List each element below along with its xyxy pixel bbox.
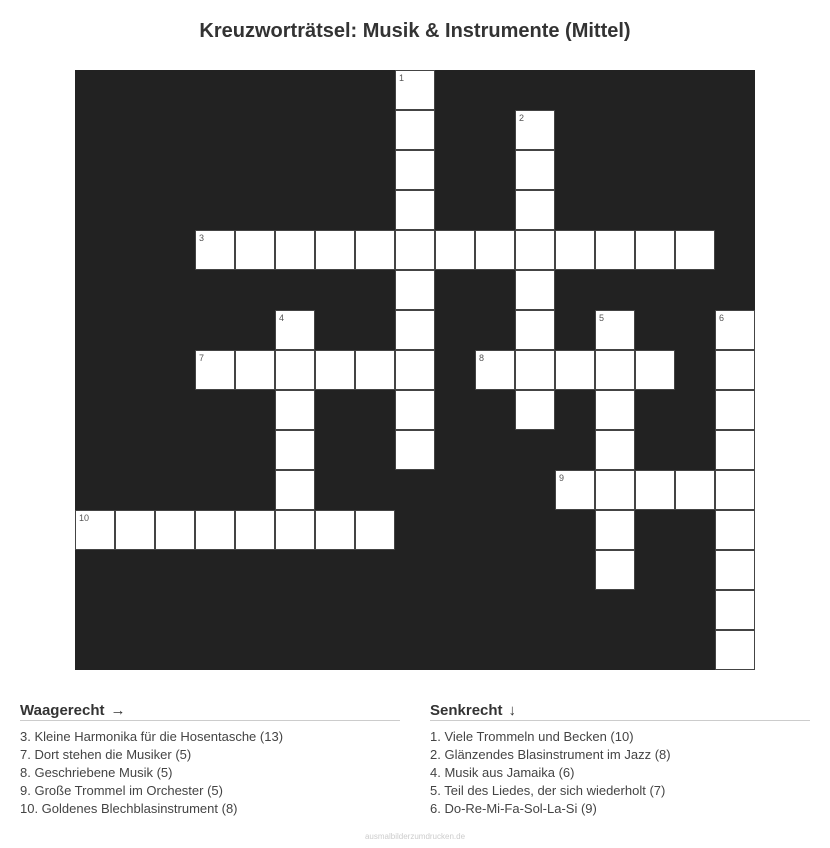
crossword-cell[interactable]	[555, 350, 595, 390]
crossword-cell[interactable]	[275, 310, 315, 350]
crossword-cell[interactable]	[595, 470, 635, 510]
crossword-cell[interactable]	[395, 190, 435, 230]
crossword-cell[interactable]	[395, 310, 435, 350]
crossword-cell[interactable]	[515, 230, 555, 270]
arrow-down-icon: ↓	[508, 702, 517, 719]
crossword-cell[interactable]	[515, 190, 555, 230]
crossword-cell[interactable]	[195, 510, 235, 550]
crossword-cell[interactable]	[515, 270, 555, 310]
crossword-cell[interactable]	[715, 350, 755, 390]
crossword-cell[interactable]	[635, 230, 675, 270]
crossword-cell[interactable]	[275, 430, 315, 470]
crossword-cell[interactable]	[155, 510, 195, 550]
crossword-cell[interactable]	[515, 310, 555, 350]
crossword-cell[interactable]	[715, 630, 755, 670]
crossword-cell[interactable]	[595, 230, 635, 270]
crossword-cell[interactable]	[195, 230, 235, 270]
crossword-cell[interactable]	[395, 430, 435, 470]
crossword-cell[interactable]	[315, 510, 355, 550]
crossword-cell[interactable]	[515, 150, 555, 190]
crossword-cell[interactable]	[675, 230, 715, 270]
crossword-cell[interactable]	[715, 550, 755, 590]
crossword-cell[interactable]	[195, 350, 235, 390]
crossword-cell[interactable]	[355, 230, 395, 270]
crossword-cell[interactable]	[355, 350, 395, 390]
crossword-cell[interactable]	[315, 230, 355, 270]
clue-across-7: 7. Dort stehen die Musiker (5)	[20, 747, 192, 762]
crossword-cell[interactable]	[395, 270, 435, 310]
down-clues	[430, 702, 810, 818]
crossword-cell[interactable]	[235, 230, 275, 270]
clue-down-2: 2. Glänzendes Blasinstrument im Jazz (8)	[430, 747, 671, 762]
crossword-cell[interactable]	[675, 470, 715, 510]
crossword-cell[interactable]	[715, 430, 755, 470]
clue-number: 8	[479, 353, 485, 363]
clue-down-6: 6. Do-Re-Mi-Fa-Sol-La-Si (9)	[430, 801, 597, 816]
crossword-cell[interactable]	[275, 390, 315, 430]
clue-number: 2	[519, 113, 525, 123]
clue-across-10: 10. Goldenes Blechblasinstrument (8)	[20, 801, 238, 816]
clue-across-9: 9. Große Trommel im Orchester (5)	[20, 783, 223, 798]
crossword-cell[interactable]	[235, 510, 275, 550]
crossword-cell[interactable]	[275, 230, 315, 270]
crossword-cell[interactable]	[715, 470, 755, 510]
crossword-grid	[75, 70, 755, 670]
crossword-cell[interactable]	[715, 390, 755, 430]
crossword-cell[interactable]	[595, 350, 635, 390]
across-heading	[20, 702, 400, 721]
across-clues	[20, 702, 400, 818]
crossword-cell[interactable]	[595, 390, 635, 430]
crossword-cell[interactable]	[275, 510, 315, 550]
crossword-cell[interactable]	[355, 510, 395, 550]
crossword-cell[interactable]	[395, 390, 435, 430]
crossword-cell[interactable]	[515, 390, 555, 430]
crossword-cell[interactable]	[715, 310, 755, 350]
crossword-cell[interactable]	[715, 590, 755, 630]
crossword-cell[interactable]	[235, 350, 275, 390]
crossword-cell[interactable]	[475, 230, 515, 270]
crossword-cell[interactable]	[595, 510, 635, 550]
clue-number: 10	[79, 513, 90, 523]
crossword-cell[interactable]	[515, 350, 555, 390]
crossword-cell[interactable]	[555, 470, 595, 510]
clue-number: 9	[559, 473, 565, 483]
crossword-cell[interactable]	[115, 510, 155, 550]
crossword-cell[interactable]	[275, 470, 315, 510]
clue-down-1: 1. Viele Trommeln und Becken (10)	[430, 729, 634, 744]
arrow-right-icon: →	[110, 702, 126, 719]
down-heading-label: Senkrecht	[430, 702, 503, 719]
crossword-cell[interactable]	[475, 350, 515, 390]
clue-number: 3	[199, 233, 205, 243]
clue-number: 6	[719, 313, 725, 323]
crossword-cell[interactable]	[595, 550, 635, 590]
clue-number: 4	[279, 313, 285, 323]
crossword-cell[interactable]	[635, 350, 675, 390]
crossword-cell[interactable]	[395, 150, 435, 190]
crossword-cell[interactable]	[315, 350, 355, 390]
footer-watermark: ausmalbilderzumdrucken.de	[364, 832, 466, 841]
crossword-cell[interactable]	[555, 230, 595, 270]
puzzle-title: Kreuzworträtsel: Musik & Instrumente (Mittel)	[199, 20, 631, 42]
crossword-cell[interactable]	[715, 510, 755, 550]
crossword-cell[interactable]	[395, 110, 435, 150]
crossword-cell[interactable]	[275, 350, 315, 390]
crossword-cell[interactable]	[595, 430, 635, 470]
clue-down-5: 5. Teil des Liedes, der sich wiederholt (7)	[430, 783, 666, 798]
crossword-cell[interactable]	[635, 470, 675, 510]
clue-number: 5	[599, 313, 605, 323]
clue-number: 7	[199, 353, 205, 363]
clue-down-4: 4. Musik aus Jamaika (6)	[430, 765, 575, 780]
down-heading	[430, 702, 810, 721]
crossword-cell[interactable]	[515, 110, 555, 150]
crossword-cell[interactable]	[395, 70, 435, 110]
clue-across-8: 8. Geschriebene Musik (5)	[20, 765, 173, 780]
crossword-cell[interactable]	[395, 230, 435, 270]
crossword-cell[interactable]	[395, 350, 435, 390]
crossword-cell[interactable]	[435, 230, 475, 270]
crossword-cell[interactable]	[595, 310, 635, 350]
clue-number: 1	[399, 73, 405, 83]
across-heading-label: Waagerecht	[20, 702, 105, 719]
clue-across-3: 3. Kleine Harmonika für die Hosentasche (13)	[20, 729, 284, 744]
crossword-cell[interactable]	[75, 510, 115, 550]
